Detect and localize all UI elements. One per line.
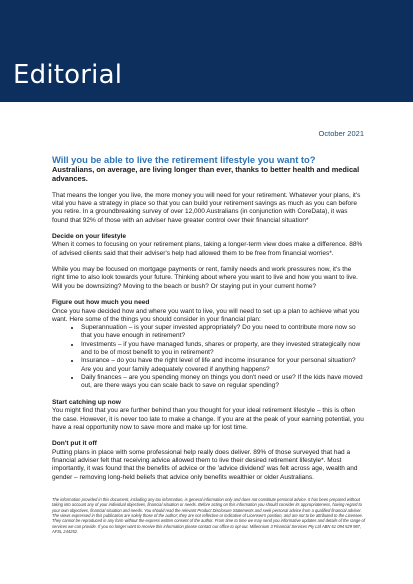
list-item-daily-finances: • Daily finances – are you spending money on things you don't need or use? If the kids have moved out, are there ways you can scale back to save on regular spending? xyxy=(81,374,364,391)
publication-date: October 2021 xyxy=(318,129,364,138)
considerations-list xyxy=(52,324,364,391)
section-paragraph: While you may be focused on mortgage payments or rent, family needs and work pressures now, it's the right time to also look towards your future. Thinking about where you want to live and how you want to live. Will you be downsizing? Moving to the beach or bush? Or staying put in your current home? xyxy=(52,266,358,290)
section-heading-lifestyle: Decide on your lifestyle xyxy=(52,232,127,240)
article-subheadline: Australians, on average, are living longer than ever, thanks to better health and medical advances. xyxy=(52,164,360,183)
section-paragraph: You might find that you are further behind than you thought for your ideal retirement lifestyle – this is often the case. However, it is never too late to make a change. If you are at the peak of your earning potential, you have a real opportunity now to save more and make up for lost time. xyxy=(52,407,364,431)
article-headline: Will you be able to live the retirement lifestyle you want to? xyxy=(52,154,316,165)
section-heading-dont-put-off: Don't put it off xyxy=(52,440,97,448)
section-paragraph: Once you have decided how and where you want to live, you will need to set up a plan to achieve what you want. Here some of the things you should consider in your financial plan: xyxy=(52,307,360,323)
section-heading-how-much: Figure out how much you need xyxy=(52,298,150,306)
section-paragraph: Putting plans in place with some professional help really does deliver. 89% of those surveyed that had a financial adviser felt that receiving advice allowed them to live their desired retirement lifestyle*. Most importantly, it was found that the benefits of advice or the 'advice dividend' was felt across age, wealth and gender – removing long-held beliefs that advice only benefits wealthier or older Australians. xyxy=(52,448,358,481)
section-heading-catching-up: Start catching up now xyxy=(52,398,121,406)
header-banner xyxy=(0,0,413,102)
banner-title: Editorial xyxy=(13,60,123,90)
article xyxy=(52,155,364,490)
list-item-superannuation: • Superannuation – is your super invested appropriately? Do you need to contribute more now so that you have enough in retirement? xyxy=(81,324,364,341)
list-item-investments: • Investments – if you have managed funds, shares or property, are they invested strategically now and to be of most benefit to you in retirement? xyxy=(81,341,364,358)
list-item-insurance: • Insurance – do you have the right level of life and income insurance for your personal situation? Are you and your family adequately covered if anything happens? xyxy=(81,357,364,374)
disclaimer: The information provided in this document, including any tax information, is general information only and does not constitute personal advice. It has been prepared without taking into account any of your individual objectives, financial situation or needs. Before acting on this information you should consider its appropriateness, having regard to your own objectives, financial situation and needs. You should read the relevant Product Disclosure Statements and seek personal advice from a qualified financial adviser. The views expressed in this publication are solely those of the author; they are not reflective or indicative of Licensee's position, and are not to be attributed to the Licensee. They cannot be reproduced in any form without the express written consent of the author. From time to time we may send you informative updates and details of the range of services we can provide. If you no longer want to receive this information please contact our office to opt out. Millennium 3 Financial Services Pty Ltd ABN 61 094 529 987, AFSL 244252. xyxy=(52,497,365,534)
article-intro: That means the longer you live, the more money you will need for your retirement. Whatever your plans, it's vital you have a strategy in place so that you can build your retirement savings as much as you can before you retire. In a groundbreaking survey of over 12,000 Australians (in conjunction with CoreData), it was found that 92% of those with an adviser have greater control over their financial situation* xyxy=(52,191,361,224)
section-paragraph: When it comes to focusing on your retirement plans, taking a longer-term view does make a difference. 88% of advised clients said that their adviser's help had allowed them to be free from financial worries*. xyxy=(52,241,363,257)
